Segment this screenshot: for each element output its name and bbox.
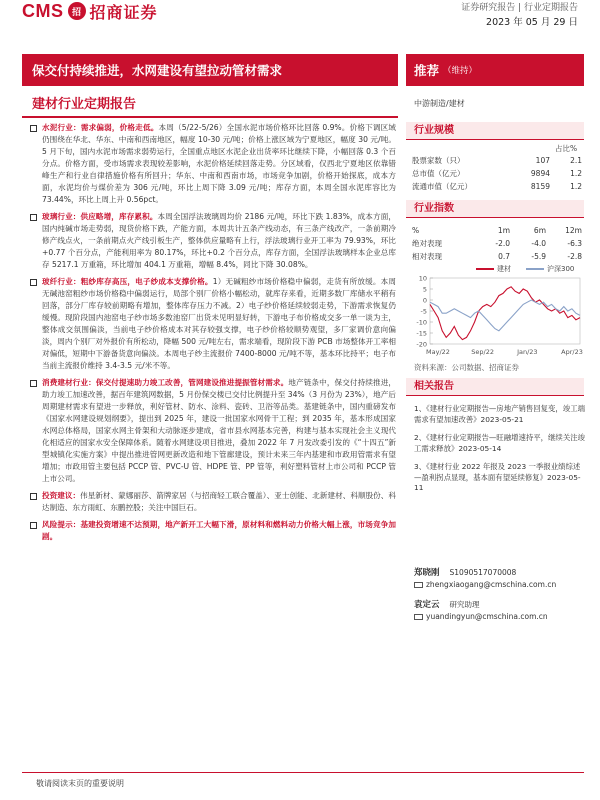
paragraph-consumer-materials <box>30 377 396 485</box>
footer-divider <box>22 772 584 773</box>
row-value: 107 <box>535 156 550 165</box>
analyst-id: S1090517070008 <box>449 568 517 577</box>
para-lead: 消费建材行业：保交付提速助力竣工改善，管网建设推进提振管材需求。 <box>42 378 289 387</box>
bullet-icon <box>30 125 37 132</box>
para-lead: 投资建议： <box>42 491 81 500</box>
bullet-icon <box>30 380 37 387</box>
x-tick-label: May/22 <box>426 348 450 356</box>
analyst-email[interactable]: zhengxiaogang@cmschina.com.cn <box>426 580 557 589</box>
col-header: % <box>412 226 420 235</box>
series-line-building-materials <box>430 287 580 340</box>
table-row <box>412 180 582 193</box>
section-industry-scale: 行业规模 <box>406 122 584 140</box>
section-industry-index: 行业指数 <box>406 200 584 218</box>
table-row <box>412 237 582 250</box>
logo-cn: 招商证券 <box>89 2 158 22</box>
analyst-role: 研究助理 <box>449 600 480 609</box>
row-label: 股票家数（只） <box>412 156 465 165</box>
paragraph-fiberglass <box>30 276 396 372</box>
scale-unit-header: 占比% <box>555 144 578 153</box>
para-lead: 玻璃行业：供应略增，库存累积。 <box>42 212 158 221</box>
main-content <box>30 122 396 548</box>
report-title: 保交付持续推进，水网建设有望拉动管材需求 <box>22 54 398 86</box>
row-value: -2.0 <box>495 239 510 248</box>
logo-en: CMS <box>22 0 64 21</box>
footer-note: 敬请阅读末页的重要说明 <box>36 779 124 788</box>
y-tick-label: 0 <box>422 296 427 305</box>
row-label: 流通市值（亿元） <box>412 182 472 191</box>
row-pct: 1.2 <box>570 169 582 178</box>
row-pct: 1.2 <box>570 182 582 191</box>
legend-label: 沪深300 <box>547 265 575 273</box>
rating-label: 推荐 <box>414 63 440 78</box>
related-report-link[interactable]: 2、《建材行业定期报告—旺融增速持平，继续关注竣工需求释放》2023-05-14 <box>414 433 585 453</box>
col-header: 12m <box>565 226 582 235</box>
y-tick-label: 5 <box>422 285 427 294</box>
y-tick-label: 10 <box>418 274 427 283</box>
col-header: 1m <box>497 226 510 235</box>
paragraph-risk <box>30 519 396 543</box>
row-label: 总市值（亿元） <box>412 169 465 178</box>
rating-sub: （维持） <box>443 66 478 76</box>
company-logo <box>22 0 158 22</box>
paragraph-cement <box>30 122 396 206</box>
bullet-icon <box>30 493 37 500</box>
para-lead: 风险提示：基建投资增速不达预期，地产新开工大幅下滑，原材料和燃料动力价格大幅上涨，市场竞争加剧。 <box>42 520 396 541</box>
y-tick-label: -5 <box>420 307 427 316</box>
row-label: 相对表现 <box>412 252 442 261</box>
bullet-icon <box>30 279 37 286</box>
x-tick-label: Apr/23 <box>561 348 583 356</box>
analyst-name: 袁定云 <box>414 600 440 610</box>
analyst-name: 郑晓刚 <box>414 568 440 578</box>
row-value: -5.9 <box>531 252 546 261</box>
scale-table <box>412 154 582 193</box>
y-tick-label: -10 <box>416 318 427 327</box>
para-lead: 玻纤行业：粗纱库存高压，电子纱成本支撑价格。 <box>42 277 213 286</box>
section-related-reports: 相关报告 <box>406 378 584 396</box>
para-text: 本周（5/22-5/26）全国水泥市场价格环比回落 0.9%。价格下调区域仍围绕在华北、华东、中南和西南地区，幅度 10-30 元/吨；价格上涨区域为宁夏地区，幅度 30 元/吨。5 月下旬，国内水泥市场需求弱势运行，全国重点地区水泥企业出货率环比继续下降，小幅回落 0.3 个百分点。价格方面，受市场需求表现较差影响，水泥价格延续回落走势。分区域看，仅西北宁夏地区依靠错峰生产和行业自律措施价格有所回升；华东、中南和西南市场，市场竞争加剧，价格开始探底，成本方面，水泥均价与煤价差为 306 元/吨，环比上周下降 3.09 元/吨；库存方面，本周全国水泥库容比为 73.44%，环比上周上升 0.56pct。 <box>42 123 396 204</box>
email-icon <box>414 614 423 620</box>
analyst-email[interactable]: yuandingyun@cmschina.com.cn <box>426 612 548 621</box>
para-text: 地产链条中，保交付持续推进，助力竣工加速改善，据百年建筑网数据，5 月份保交楼已交付比例提升至 34%（3 月份为 23%），地产后周期建材需求有望进一步释放，利好管材、防水、涂料、瓷砖、卫浴等品类。基建链条中，国内重磅发布《国家水网建设规划纲要》，提出到 2025 年，建设一批国家水网骨干工程；到 2035 年，基本形成国家水网总体格局，国家水网主骨架和大动脉逐步建成，省市县水网基本完善，构建与基本实现社会主义现代化相适应的国家水安全保障体系。随着水网建设项目推进，叠加 2022 年 7 月发改委引发的《“十四五”新型城镇化实施方案》中提出推进管网更新改造和地下管廊建设，预计未来三年内基建和市政用管需求有望增加；市政用管主要包括 PCCP 管、PVC-U 管、HDPE 管、PP 管等，利好塑料管材上市公司和 PCCP 管上市公司。 <box>42 378 397 483</box>
row-label: 绝对表现 <box>412 239 442 248</box>
performance-line-chart <box>406 272 586 360</box>
related-report-link[interactable]: 3、《建材行业 2022 年报及 2023 一季报业绩综述—盈利拐点显现，基本面有望延续修复》2023-05-11 <box>414 462 581 492</box>
report-date: 2023 年 05 月 29 日 <box>486 17 578 28</box>
logo-mark-icon: 招 <box>68 2 86 20</box>
para-lead: 水泥行业：需求偏弱，价格走低。 <box>42 123 159 132</box>
table-header-row <box>412 224 582 237</box>
paragraph-investment <box>30 490 396 514</box>
row-value: 0.7 <box>498 252 510 261</box>
y-tick-label: -20 <box>416 340 427 349</box>
para-text: 伟星新材、蒙娜丽莎、箭牌家居（与招商轻工联合覆盖）、亚士创能、北新建材、科顺股份、科达制造、东方雨虹、东鹏控股；关注中国巨石。 <box>42 491 397 512</box>
legend-swatch <box>526 268 544 270</box>
table-row <box>412 167 582 180</box>
bullet-icon <box>30 214 37 221</box>
index-table <box>412 224 582 263</box>
y-tick-label: -15 <box>416 329 427 338</box>
x-tick-label: Jan/23 <box>517 348 538 356</box>
email-icon <box>414 582 423 588</box>
report-type: 证券研究报告 | 行业定期报告 <box>461 3 578 13</box>
related-report-list <box>414 404 586 502</box>
para-text: 本周全国浮法玻璃周均价 2186 元/吨，环比下跌 1.83%，成本方面，国内纯碱市场走势弱，现货价格下跌，产能方面，本周共计五条产线动态，有三条产线改产，一条前期冷修产线点火，一条前期点火产线引板生产，整体供应量略有上行，浮法玻璃行业开工率为 79.93%，环比+0.77 个百分点，产能利用率为 80.17%，环比+0.2 个百分点，库存方面，全国浮法玻璃样本企业总库存 5217.1 万重箱，环比增加 404.1 万重箱，增幅 8.4%，同比下降 30.08%。 <box>42 212 397 269</box>
analyst-card <box>414 566 586 589</box>
row-pct: 2.1 <box>570 156 582 165</box>
row-value: 8159 <box>530 182 550 191</box>
col-header: 6m <box>533 226 546 235</box>
x-tick-label: Sep/22 <box>471 348 495 356</box>
paragraph-glass <box>30 211 396 271</box>
industry-category: 中游制造/建材 <box>414 99 465 108</box>
legend-swatch <box>476 268 494 270</box>
para-text: 1）无碱粗纱市场价格稳中偏弱，走货有所放缓。本周无碱池窑粗纱市场价格稳中偏弱运行，局部个别厂价格小幅松动，就库存来看，近期多数厂库储水平稍有回落，部分厂库存较前期略有增加，整体库存压力不减。2）电子纱价格延续较弱走势，下游需求恢复仍缓慢。现阶段国内池窑电子纱市场多数池窑厂出货未见明显好转，下游电子布价格成交多一单一谈为主，整体成交氛围偏淡，当前电子纱价格成本对其存较强支撑，电子纱价格较顺势观望，多厂家调价意向偏淡，周内个别厂对外报价有所松动，降幅 500 元/吨左右，需求端看，现阶段下游 PCB 市场整体开工率相对偏低，短期中下游备货意向偏淡。本周电子纱主流报价 7400-8000 元/吨不等，基本环比持平；电子布当前主流报价维持 3.4-3.5 元/米不等。 <box>42 277 396 370</box>
row-value: -2.8 <box>567 252 582 261</box>
row-value: -4.0 <box>531 239 546 248</box>
bullet-icon <box>30 522 37 529</box>
table-row <box>412 250 582 263</box>
chart-source: 资料来源：公司数据、招商证券 <box>414 363 519 372</box>
row-value: 9894 <box>530 169 550 178</box>
related-report-link[interactable]: 1、《建材行业定期报告—房地产销售回复变，竣工端需求有望加速改善》2023-05-21 <box>414 404 585 424</box>
table-row <box>412 154 582 167</box>
report-subtitle: 建材行业定期报告 <box>32 97 137 112</box>
divider <box>22 116 398 118</box>
legend-label: 建材 <box>497 265 511 273</box>
series-line-csi300 <box>430 300 580 331</box>
row-value: -6.3 <box>567 239 582 248</box>
analyst-card <box>414 598 586 621</box>
rating-badge <box>406 54 584 86</box>
